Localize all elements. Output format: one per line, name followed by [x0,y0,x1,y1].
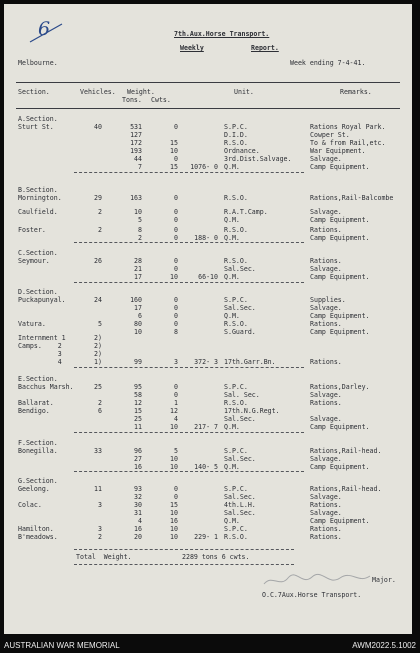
cell-sub: 1076- 0 [190,163,218,171]
cell-cwts: 0 [174,123,178,131]
cell-unit: Q.M. [224,463,240,471]
cell-remarks: Rations. [310,226,342,234]
cell-unit: 17th.N.G.Regt. [224,407,280,415]
cell-tons: 12 [134,399,142,407]
cell-vehicles: 2 [98,533,102,541]
cell-section: Bendigo. [18,407,50,415]
cell-vehicles: 2 [98,208,102,216]
cell-tons: 93 [134,485,142,493]
cell-unit: Sal.Sec. [224,493,256,501]
cell-unit: 3rd.Dist.Salvage. [224,155,292,163]
cell-tons: 17 [134,273,142,281]
cell-unit: D.I.D. [224,131,248,139]
cell-tons: 6 [138,312,142,320]
cell-cwts: 0 [174,296,178,304]
cell-remarks: Cowper St. [310,131,350,139]
cell-unit: R.S.O. [224,257,248,265]
cell-section: D.Section. [18,288,58,296]
cell-vehicles: 2) [94,350,102,358]
cell-cwts: 0 [174,391,178,399]
cell-cwts: 10 [170,463,178,471]
cell-tons: 193 [130,147,142,155]
cell-tons: 28 [134,257,142,265]
cell-tons: 25 [134,415,142,423]
cell-cwts: 15 [170,501,178,509]
cell-tons: 58 [134,391,142,399]
cell-sub: 217- 7 [194,423,218,431]
cell-vehicles: 2) [94,342,102,350]
cell-remarks: Camp Equipment. [310,216,370,224]
cell-remarks: Salvage. [310,415,342,423]
cell-section: 3 [18,350,62,358]
cell-tons: 7 [138,163,142,171]
col-header-remarks: Remarks. [340,88,372,96]
cell-vehicles: 29 [94,194,102,202]
cell-unit: Q.M. [224,273,240,281]
cell-tons: 160 [130,296,142,304]
cell-remarks: Rations,Rail-head. [310,485,382,493]
cell-cwts: 4 [174,415,178,423]
total-label: Total Weight. [76,553,132,561]
cell-cwts: 8 [174,328,178,336]
cell-tons: 11 [134,423,142,431]
report-title: 7th.Aux.Horse Transport. [174,30,270,38]
cell-section: Vatura. [18,320,46,328]
cell-section: Sturt St. [18,123,54,131]
cell-remarks: Salvage. [310,391,342,399]
cell-unit: Sal.Sec. [224,415,256,423]
cell-unit: Ordnance. [224,147,260,155]
cell-section: Seymour. [18,257,50,265]
cell-unit: Sal.Sec. [224,265,256,273]
cell-vehicles: 3 [98,501,102,509]
cell-cwts: 15 [170,139,178,147]
cell-remarks: Camp Equipment. [310,163,370,171]
report-subtitle-report: Report. [251,44,279,52]
signature-scribble [262,572,372,590]
week-ending: Week ending 7-4-41. [290,59,366,67]
cell-section: B.Section. [18,186,58,194]
cell-cwts: 0 [174,257,178,265]
cell-unit: Q.M. [224,517,240,525]
section-separator [74,432,304,433]
cell-section: Mornington. [18,194,62,202]
signature-rank: Major. [372,576,396,584]
cell-cwts: 10 [170,533,178,541]
report-location: Melbourne. [18,59,58,67]
cell-cwts: 5 [174,447,178,455]
signature-title: O.C.7Aux.Horse Transport. [262,591,362,599]
cell-unit: Q.M. [224,216,240,224]
cell-remarks: Rations,Rail-head. [310,447,382,455]
cell-sub: 188- 0 [194,234,218,242]
cell-tons: 17 [134,304,142,312]
cell-unit: Q.M. [224,163,240,171]
cell-remarks: Camp Equipment. [310,463,370,471]
cell-cwts: 0 [174,226,178,234]
cell-tons: 30 [134,501,142,509]
cell-unit: S.P.C. [224,123,248,131]
cell-remarks: Camp Equipment. [310,328,370,336]
cell-unit: R.S.O. [224,194,248,202]
col-header-tons: Tons. [122,96,142,104]
col-header-weight: Weight. [127,88,155,96]
cell-section: Colac. [18,501,42,509]
cell-unit: Sal. Sec. [224,391,260,399]
cell-tons: 31 [134,509,142,517]
handwritten-page-number: 6 [38,18,51,40]
cell-unit: Sal.Sec. [224,455,256,463]
cell-tons: 16 [134,525,142,533]
cell-vehicles: 3 [98,525,102,533]
cell-unit: R.A.T.Camp. [224,208,268,216]
cell-remarks: War Equipment. [310,147,366,155]
cell-tons: 4 [138,517,142,525]
cell-tons: 531 [130,123,142,131]
cell-remarks: Salvage. [310,509,342,517]
cell-section: Foster. [18,226,46,234]
section-separator [74,282,304,283]
cell-section: Internment 1 [18,334,66,342]
cell-vehicles: 24 [94,296,102,304]
cell-remarks: Rations,Rail-Balcombe [310,194,394,202]
footer-institution: AUSTRALIAN WAR MEMORIAL [4,641,120,650]
cell-unit: S.P.C. [224,296,248,304]
cell-remarks: Rations. [310,358,342,366]
cell-tons: 27 [134,455,142,463]
section-separator [74,172,304,173]
cell-remarks: Supplies. [310,296,346,304]
cell-section: Puckapunyal. [18,296,66,304]
cell-vehicles: 2 [98,399,102,407]
cell-section: 4 [18,358,62,366]
cell-unit: Sal.Sec. [224,509,256,517]
cell-remarks: Salvage. [310,155,342,163]
cell-vehicles: 2) [94,334,102,342]
report-subtitle-weekly: Weekly [180,44,204,52]
total-rule [74,549,294,550]
cell-cwts: 0 [174,320,178,328]
cell-tons: 15 [134,407,142,415]
cell-tons: 5 [138,216,142,224]
cell-remarks: Salvage. [310,455,342,463]
cell-remarks: Rations. [310,533,342,541]
cell-unit: S.P.C. [224,447,248,455]
cell-section: Bacchus Marsh. [18,383,74,391]
cell-cwts: 10 [170,147,178,155]
cell-section: Camps. 2 [18,342,62,350]
cell-remarks: Rations. [310,257,342,265]
section-separator [74,242,304,243]
handwritten-stroke [28,18,64,46]
cell-remarks: Salvage. [310,265,342,273]
section-separator [74,471,304,472]
cell-vehicles: 26 [94,257,102,265]
cell-sub: 372- 3 [194,358,218,366]
cell-unit: R.S.O. [224,399,248,407]
cell-remarks: Rations,Darley. [310,383,370,391]
cell-section: Caulfield. [18,208,58,216]
cell-tons: 8 [138,226,142,234]
cell-section: Geelong. [18,485,50,493]
cell-vehicles: 2 [98,226,102,234]
cell-cwts: 0 [174,208,178,216]
cell-cwts: 0 [174,493,178,501]
cell-tons: 16 [134,463,142,471]
cell-remarks: Camp Equipment. [310,423,370,431]
cell-vehicles: 40 [94,123,102,131]
cell-remarks: Camp Equipment. [310,234,370,242]
cell-sub: 229- 1 [194,533,218,541]
cell-unit: R.S.O. [224,139,248,147]
col-header-section: Section. [18,88,50,96]
cell-vehicles: 6 [98,407,102,415]
cell-tons: 95 [134,383,142,391]
cell-section: Ballarat. [18,399,54,407]
cell-remarks: Camp Equipment. [310,312,370,320]
cell-vehicles: 33 [94,447,102,455]
cell-unit: R.S.O. [224,533,248,541]
cell-cwts: 0 [174,194,178,202]
cell-tons: 21 [134,265,142,273]
cell-remarks: To & from Rail,etc. [310,139,386,147]
cell-unit: S.P.C. [224,525,248,533]
cell-unit: 4th.L.H. [224,501,256,509]
cell-unit: S.P.C. [224,383,248,391]
cell-section: C.Section. [18,249,58,257]
cell-unit: S.P.C. [224,485,248,493]
cell-sub: 66-10 [198,273,218,281]
cell-cwts: 0 [174,216,178,224]
cell-remarks: Camp Equipment. [310,517,370,525]
cell-tons: 44 [134,155,142,163]
cell-vehicles: 1) [94,358,102,366]
cell-cwts: 0 [174,155,178,163]
cell-section: B'meadows. [18,533,58,541]
cell-cwts: 12 [170,407,178,415]
cell-cwts: 16 [170,517,178,525]
cell-cwts: 10 [170,273,178,281]
cell-section: E.Section. [18,375,58,383]
cell-remarks: Rations. [310,320,342,328]
cell-cwts: 0 [174,383,178,391]
cell-cwts: 0 [174,312,178,320]
cell-remarks: Salvage. [310,304,342,312]
cell-unit: R.S.O. [224,226,248,234]
total-value: 2289 tons 6 cwts. [182,553,250,561]
cell-unit: S.Guard. [224,328,256,336]
footer-bar [0,637,420,653]
cell-section: A.Section. [18,115,58,123]
cell-cwts: 15 [170,163,178,171]
section-separator [74,367,304,368]
cell-remarks: Camp Equipment. [310,273,370,281]
cell-remarks: Rations. [310,399,342,407]
cell-cwts: 0 [174,265,178,273]
col-header-vehicles: Vehicles. [80,88,116,96]
cell-tons: 10 [134,208,142,216]
cell-tons: 2 [138,234,142,242]
cell-vehicles: 11 [94,485,102,493]
cell-cwts: 10 [170,423,178,431]
cell-cwts: 1 [174,399,178,407]
footer-accession: AWM2022.5.1002 [352,641,416,650]
col-header-cwts: Cwts. [151,96,171,104]
document-page [4,4,412,634]
cell-cwts: 0 [174,485,178,493]
header-rule-top [16,82,400,83]
cell-unit: Q.M. [224,312,240,320]
cell-cwts: 0 [174,304,178,312]
cell-tons: 32 [134,493,142,501]
cell-tons: 80 [134,320,142,328]
cell-cwts: 10 [170,509,178,517]
cell-tons: 20 [134,533,142,541]
cell-section: F.Section. [18,439,58,447]
cell-vehicles: 5 [98,320,102,328]
cell-tons: 99 [134,358,142,366]
cell-remarks: Rations. [310,501,342,509]
cell-tons: 96 [134,447,142,455]
cell-section: Bonegilla. [18,447,58,455]
cell-section: Hamilton. [18,525,54,533]
cell-tons: 172 [130,139,142,147]
cell-unit: Sal.Sec. [224,304,256,312]
header-rule-bottom [16,108,400,109]
cell-remarks: Rations. [310,525,342,533]
cell-tons: 127 [130,131,142,139]
cell-unit: Q.M. [224,423,240,431]
cell-cwts: 10 [170,525,178,533]
cell-cwts: 3 [174,358,178,366]
cell-unit: R.S.O. [224,320,248,328]
cell-remarks: Salvage. [310,208,342,216]
total-rule-bottom [74,564,294,565]
cell-sub: 140- 5 [194,463,218,471]
cell-vehicles: 25 [94,383,102,391]
cell-remarks: Salvage. [310,493,342,501]
cell-tons: 163 [130,194,142,202]
cell-tons: 10 [134,328,142,336]
cell-cwts: 10 [170,455,178,463]
col-header-unit: Unit. [234,88,254,96]
cell-unit: Q.M. [224,234,240,242]
cell-unit: 17th.Garr.Bn. [224,358,276,366]
cell-remarks: Rations Royal Park. [310,123,386,131]
cell-cwts: 0 [174,234,178,242]
cell-section: G.Section. [18,477,58,485]
